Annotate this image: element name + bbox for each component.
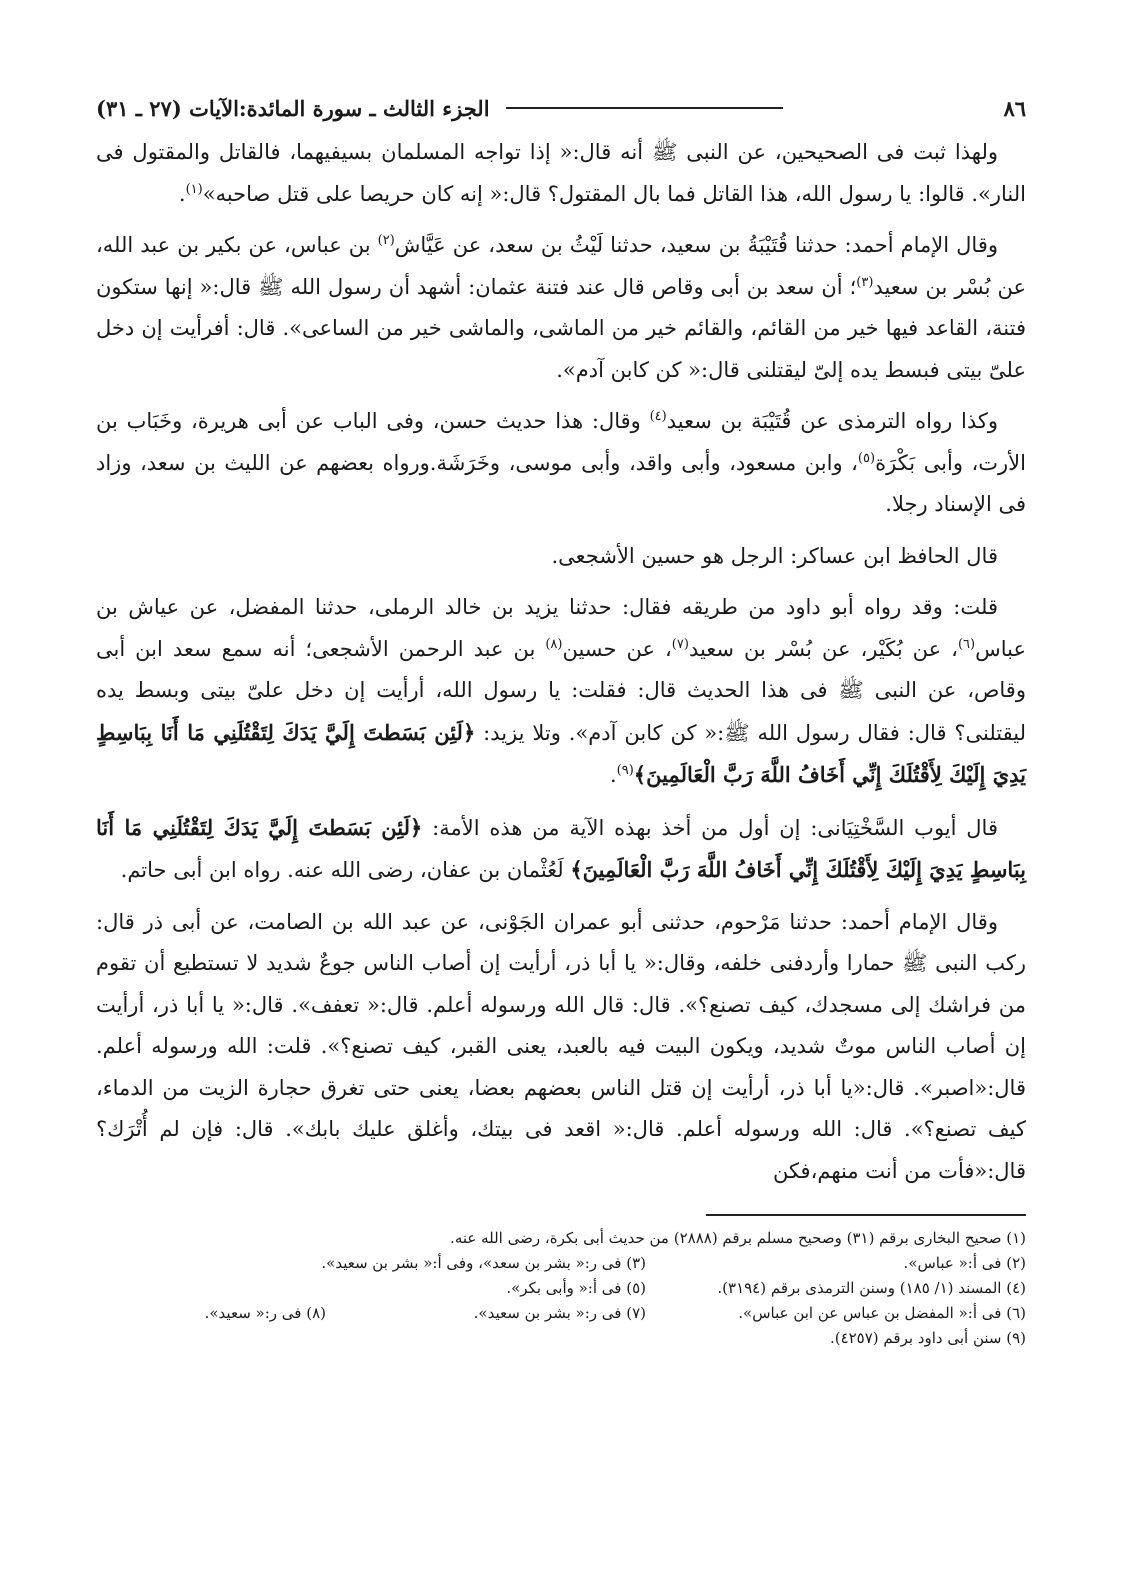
footnote-row [96, 1226, 1026, 1251]
text-run: . [609, 763, 617, 787]
text-run: وقال الإمام أحمد: حدثنا قُتَيْبَةُ بن سعيد، حدثنا لَيْثُ بن سعد، عن عَيَّاش [394, 233, 998, 257]
quran-verse: ﴿لَئِن بَسَطتَ إِلَيَّ يَدَكَ لِتَقْتُلَنِي مَا أَنَا بِبَاسِطٍ يَدِيَ إِلَيْكَ لِأَقْتُلَكَ إِنِّي أَخَافُ اللَّهَ رَبَّ الْعَالَمِينَ﴾ [96, 814, 1026, 882]
footnote-ref: (٨) [545, 636, 563, 652]
quran-verse: ﴿لَئِن بَسَطتَ إِلَيَّ يَدَكَ لِتَقْتُلَنِي مَا أَنَا بِبَاسِطٍ يَدِيَ إِلَيْكَ لِأَقْتُلَكَ إِنِّي أَخَافُ اللَّهَ رَبَّ الْعَالَمِينَ﴾ [96, 719, 1026, 787]
header-rule [506, 107, 784, 109]
footnote-row [96, 1276, 1026, 1301]
footnote: (٥) فى أ:« وأبى بكر». [506, 1279, 646, 1297]
main-text [96, 132, 1026, 1192]
footnote-ref: (٧) [671, 636, 689, 652]
footnote: (٣) فى ر:« بشر بن سعد»، وفى أ:« بشر بن سعيد». [321, 1254, 646, 1272]
footnote-ref: (٤) [649, 409, 667, 424]
footnote-ref: (٣) [856, 274, 874, 290]
text-run: . [178, 181, 186, 206]
text-run: وقال: هذا حديث حسن، وفى الباب عن أبى هريرة، وخَبَاب بن الأرت، وأبى بَكْرَة [96, 409, 1026, 475]
text-run: قلت: وقد رواه أبو داود من طريقه فقال: حدثنا يزيد بن خالد الرملى، حدثنا المفضل، عن عياش بن عباس [96, 595, 1026, 661]
page-number: ٨٦ [1003, 95, 1026, 121]
footnote-row [96, 1251, 1026, 1276]
footnote: (٦) فى أ:« المفضل بن عباس عن ابن عباس». [738, 1304, 1026, 1322]
footnote-row [96, 1301, 1026, 1326]
footnote: (٩) سنن أبى داود برقم (٤٢٥٧). [829, 1329, 1026, 1347]
text-run: لَعُثْمان بن عفان، رضى الله عنه. رواه ابن أبى حاتم. [120, 858, 571, 882]
footnote-ref: (٢) [377, 233, 395, 248]
text-run: بن عباس، عن بكير بن عبد الله، عن بُسْر بن سعيد [96, 233, 1027, 299]
paragraph [96, 902, 1026, 1193]
text-run: قال أيوب السَّخْتِيَانى: إن أول من أخذ بهذه الآية من هذه الأمة: [422, 815, 998, 840]
page-header [96, 88, 1026, 128]
book-page [96, 88, 1026, 1351]
footnote-ref: (١) [185, 181, 203, 197]
paragraph [96, 225, 1026, 391]
footnote-rule [706, 1214, 1026, 1216]
footnote-row [96, 1326, 1026, 1351]
text-run: ، عن حسين [562, 636, 672, 661]
text-run: ، عن بُكَيْر، عن بُسْر بن سعيد [688, 636, 958, 661]
text-run: ؛ أن سعد بن أبى وقاص قال عند فتنة عثمان: أشهد أن رسول الله ﷺ قال:« إنها ستكون فتنة، القاعد فيها خير من القائم، والقائم خير من الماشى، والماشى خير من الساعى». قال: أفرأيت إن دخل علىّ بيتى فبسط يده إلىّ ليقتلنى قال:« كن كابن آدم». [96, 274, 1026, 382]
text-run: قال الحافظ ابن عساكر: الرجل هو حسين الأشجعى. [551, 543, 998, 568]
footnote-ref: (٥) [857, 450, 876, 466]
running-title: الجزء الثالث ـ سورة المائدة:الآيات (٢٧ ـ ٣١) [96, 95, 490, 121]
text-run: بن عبد الرحمن الأشجعى؛ أنه سمع سعد ابن أبى وقاص، عن النبى ﷺ فى هذا الحديث قال: فقلت: يا رسول الله، أرأيت إن دخل علىّ بيتى وبسط يده ليقتلنى؟ قال: فقال رسول الله ﷺ:« كن كابن آدم». وتلا يزيد: [96, 636, 1026, 745]
footnotes [96, 1226, 1026, 1351]
paragraph [96, 807, 1026, 892]
text-run: وقال الإمام أحمد: حدثنا مَرْحوم، حدثنى أبو عمران الجَوْنى، عن عبد الله بن الصامت، عن أبى ذر قال: ركب النبى ﷺ حمارا وأردفنى خلفه، وقال:« يا أبا ذر، أرأيت إن أصاب الناس جوعٌ شديد لا تستطيع أن تقوم من فراشك إلى مسجدك، كيف تصنع؟». قال: قال الله ورسوله أعلم. قال:« تعفف». قال:« يا أبا ذر، أرأيت إن أصاب الناس موتٌ شديد، ويكون البيت فيه بالعبد، يعنى القبر، كيف تصنع؟». قلت: الله ورسوله أعلم. قال:«اصبر». قال:«يا أبا ذر، أرأيت إن قتل الناس بعضهم بعضا، يعنى حتى تغرق حجارة الزيت من الدماء، كيف تصنع؟». قال: الله ورسوله أعلم. قال:« اقعد فى بيتك، وأغلق عليك بابك». قال: فإن لم أُتْرَك؟ قال:«فأت من أنت منهم،فكن [96, 909, 1026, 1183]
footnote-ref: (٩) [616, 763, 634, 778]
paragraph [96, 132, 1026, 215]
paragraph [96, 401, 1026, 526]
footnote: (٢) فى أ:« عباس». [903, 1254, 1026, 1272]
text-run: ، وابن مسعود، وأبى واقد، وأبى موسى، وخَرَشَة.ورواه بعضهم عن الليث بن سعد، وزاد فى الإسناد رجلا. [96, 450, 1026, 516]
footnote: (٤) المسند (١/ ١٨٥) وسنن الترمذى برقم (٣١٩٤). [717, 1279, 1026, 1297]
footnote: (٧) فى ر:« بشر بن سعيد». [473, 1304, 646, 1322]
paragraph [96, 587, 1026, 797]
paragraph [96, 536, 1026, 578]
footnote: (٨) فى ر:« سعيد». [204, 1304, 326, 1322]
footnote: (١) صحيح البخارى برقم (٣١) وصحيح مسلم برقم (٢٨٨٨) من حديث أبى بكرة، رضى الله عنه. [450, 1229, 1026, 1247]
text-run: وكذا رواه الترمذى عن قُتَيْبَة بن سعيد [666, 409, 999, 433]
text-run: ولهذا ثبت فى الصحيحين، عن النبى ﷺ أنه قال:« إذا تواجه المسلمان بسيفيهما، فالقاتل والمقتول فى النار». قالوا: يا رسول الله، هذا القاتل فما بال المقتول؟ قال:« إنه كان حريصا على قتل صاحبه» [96, 140, 1026, 206]
footnote-ref: (٦) [957, 636, 976, 652]
